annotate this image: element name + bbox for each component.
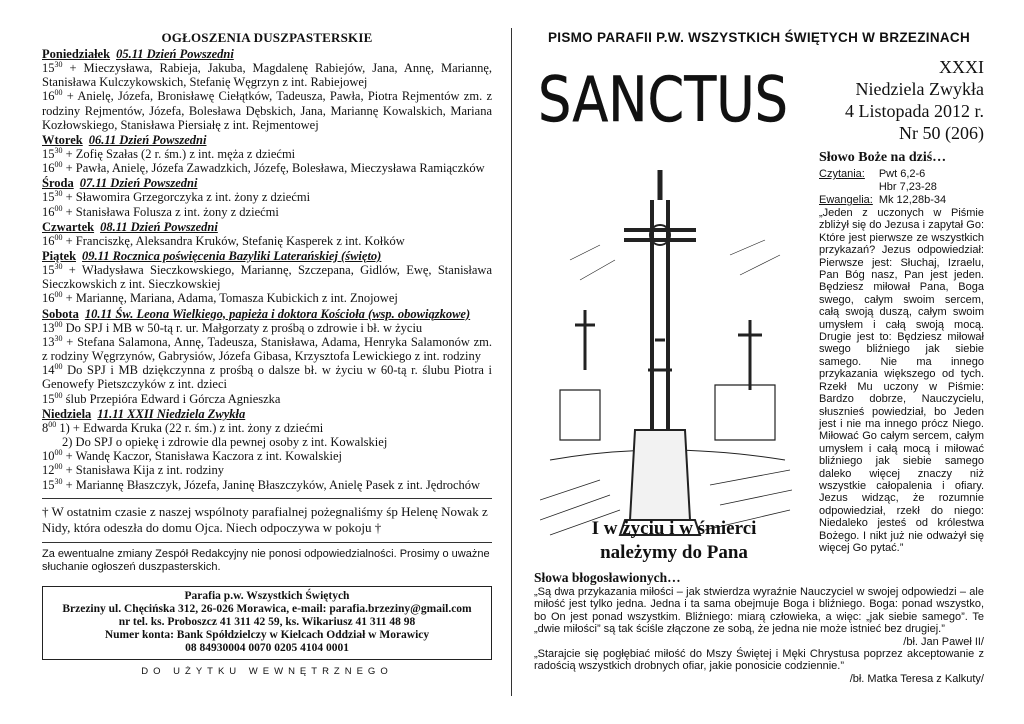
mass-minutes: 00 — [54, 390, 63, 400]
announcements-column — [42, 30, 492, 677]
mass-intention — [42, 363, 492, 391]
day-heading — [42, 407, 492, 421]
mass-minutes: 30 — [54, 261, 63, 271]
mass-hour: 14 — [42, 363, 55, 378]
day-description: 06.11 Dzień Powszedni — [88, 133, 207, 148]
day-name: Sobota — [42, 306, 79, 321]
intention-text: + Franciszkę, Aleksandra Kruków, Stefanię Kasperek z int. Kołków — [65, 233, 405, 248]
day-description: 08.11 Dzień Powszedni — [100, 219, 218, 234]
mass-hour: 10 — [42, 449, 55, 464]
mass-minutes: 30 — [54, 333, 63, 343]
mass-intention — [42, 435, 492, 449]
issue-roman: XXXI — [939, 57, 984, 77]
day-heading — [42, 249, 492, 263]
word-of-god-section — [819, 150, 984, 554]
mass-intention — [42, 263, 492, 291]
mass-minutes: 00 — [54, 203, 63, 213]
mass-hour: 15 — [42, 477, 55, 492]
mass-hour: 15 — [42, 61, 55, 75]
schedule — [42, 47, 492, 492]
bank-account: 08 84930004 0070 0205 4104 0001 — [185, 641, 349, 654]
mass-intention — [42, 321, 492, 335]
parish-phones: nr tel. ks. Proboszcz 41 311 42 59, ks. Wikariusz 41 311 48 98 — [118, 615, 416, 628]
day-name: Wtorek — [42, 133, 83, 148]
intention-text: 2) Do SPJ o opiekę i zdrowie dla pewnej osoby z int. Kowalskiej — [62, 435, 388, 450]
parish-address: Brzeziny ul. Chęcińska 312, 26-026 Morawica, e-mail: parafia.brzeziny@gmail.com — [62, 602, 472, 615]
intention-text: + Mieczysława, Rabieja, Jakuba, Magdalenę Rabiejów, Jana, Annę, Mariannę, Stanisława Kulczykowskich, Stefanię Węgrzyn z int. Rabiejowej — [42, 61, 493, 90]
reading-row — [819, 181, 946, 194]
mass-intention — [42, 291, 492, 305]
intention-text: 1) + Edwarda Kruka (22 r. śm.) z int. żony z dziećmi — [59, 420, 324, 435]
day-heading — [42, 133, 492, 147]
day-name: Piątek — [42, 249, 77, 264]
intention-text: + Stanisława Folusza z int. żony z dziećmi — [65, 204, 279, 219]
day-heading — [42, 307, 492, 321]
mass-hour: 16 — [42, 233, 55, 248]
obituary-note: † W ostatnim czasie z naszej wspólnoty parafialnej pożegnaliśmy śp Helenę Nowak z Nidy, która odeszła do domu Ojca. Niech odpoczywa w pokoju † — [42, 503, 488, 535]
announcements-title: OGŁOSZENIA DUSZPASTERSKIE — [161, 30, 373, 45]
reading-label: Ewangelia: — [819, 194, 873, 206]
column-divider — [511, 28, 512, 696]
mass-minutes: 30 — [54, 476, 63, 486]
day-name: Środa — [42, 176, 74, 191]
mass-hour: 12 — [42, 463, 55, 478]
intention-text: + Anielę, Józefa, Bronisławę Ciełątków, Tadeusza, Pawła, Piotra Rejmentów zm. z rodziny Rejmentów, Józefa, Bolesława Dębskich, Jana, Mariannę Kowalskich, Mariana Kozłowskiego, Stanisława Piersiałę z int. Rejmentowej — [42, 89, 492, 132]
day-description: 09.11 Rocznica poświęcenia Bazyliki Laterańskiej (święto) — [82, 249, 382, 264]
mass-intention — [42, 89, 492, 132]
day-name: Czwartek — [42, 219, 95, 234]
reading-reference: Hbr 7,23-28 — [878, 181, 937, 193]
intention-text: + Mariannę Błaszczyk, Józefa, Janinę Błaszczyków, Anielę Pasek z int. Jędrochów — [65, 477, 481, 492]
mass-intention — [42, 335, 492, 363]
mass-intention — [42, 61, 492, 89]
reading-row — [819, 194, 946, 207]
day-description: 10.11 Św. Leona Wielkiego, papieża i doktora Kościoła (wsp. obowiązkowe) — [84, 306, 471, 321]
mass-minutes: 00 — [54, 362, 63, 372]
issue-number: Nr 50 (206) — [899, 123, 984, 143]
mass-minutes: 00 — [54, 88, 63, 98]
mass-intention — [42, 421, 492, 435]
mass-minutes: 00 — [54, 319, 63, 329]
logo-text: SANCTUS — [538, 63, 788, 135]
intention-text: + Zofię Szałas (2 r. śm.) z int. męża z dziećmi — [65, 147, 296, 162]
intention-text: Do SPJ i MB w 50-tą r. ur. Małgorzaty z prośbą o zdrowie i bł. w życiu — [65, 320, 423, 335]
day-description: 11.11 XXII Niedziela Zwykła — [97, 406, 246, 421]
mass-hour: 15 — [42, 147, 55, 162]
mass-intention — [42, 234, 492, 248]
mass-hour: 16 — [42, 204, 55, 219]
disclaimer: Za ewentualne zmiany Zespół Redakcyjny nie ponosi odpowiedzialności. Prosimy o uważne słuchanie ogłoszeń duszpasterskich. — [42, 547, 490, 573]
reading-reference: Pwt 6,2-6 — [878, 168, 926, 180]
mass-hour: 16 — [42, 89, 55, 104]
day-name: Niedziela — [42, 406, 92, 421]
mass-minutes: 00 — [54, 232, 63, 242]
day-heading — [42, 176, 492, 190]
sanctus-logo — [534, 55, 796, 135]
intention-text: ślub Przepióra Edward i Górcza Agnieszka — [65, 391, 281, 406]
issue-sunday: Niedziela Zwykła — [855, 79, 984, 99]
intention-text: + Stanisława Kija z int. rodziny — [65, 463, 225, 478]
issue-info — [845, 56, 984, 144]
mass-intention — [42, 449, 492, 463]
issue-date: 4 Listopada 2012 r. — [845, 101, 984, 121]
mass-hour: 8 — [42, 420, 49, 435]
mass-minutes: 30 — [54, 59, 63, 69]
mass-hour: 13 — [42, 334, 55, 349]
issue-headline — [534, 517, 814, 565]
quote-1-author: /bł. Jan Paweł II/ — [903, 635, 984, 648]
divider-line — [42, 542, 492, 543]
blessed-words-title: Słowa błogosławionych… — [534, 570, 681, 585]
mass-intention — [42, 190, 492, 204]
day-description: 05.11 Dzień Powszedni — [116, 47, 234, 61]
mass-hour: 15 — [42, 190, 55, 205]
mass-minutes: 00 — [54, 448, 63, 458]
intention-text: + Stefana Salamona, Annę, Tadeusza, Stanisława, Adama, Henryka Salamonów zm. z rodziny Węgrzynów, Gabrysiów, Józefa Gibasa, Krzysztofa Lewickiego z int. rodziny — [42, 334, 493, 364]
mass-intention — [42, 205, 492, 219]
mass-hour: 16 — [42, 161, 55, 176]
headline-line-1: I w życiu i w śmierci — [591, 518, 757, 539]
mass-intention — [42, 161, 492, 175]
mass-hour: 13 — [42, 320, 55, 335]
blessed-words-section — [534, 570, 984, 685]
reading-label — [819, 181, 879, 194]
internal-use-label: DO UŻYTKU WEWNĘTRZNEGO — [141, 665, 393, 677]
mass-hour: 16 — [42, 291, 55, 306]
day-description: 07.11 Dzień Powszedni — [79, 176, 198, 191]
mass-minutes: 00 — [54, 462, 63, 472]
cemetery-cross-illustration — [540, 140, 792, 540]
readings-table — [819, 168, 946, 207]
gospel-text: „Jeden z uczonych w Piśmie zbliżył się do Jezusa i zapytał Go: Które jest pierwsze ze wszystkich przykazań? Jezus odpowiedział: Pierwsze jest: Słuchaj, Izraelu, Pan Bóg nasz, Pan jest jeden. Będziesz miłował Pana, Boga swego, całym swoim sercem, całą swoją duszą, całym swoim umysłem i całą swoją mocą. Drugie jest to: Będziesz miłował swego bliźniego jak siebie samego. Nie ma innego przykazania większego od tych. Rzekł Mu uczony w Piśmie: Bardzo dobrze, Nauczycielu, słusznieś powiedział, bo Jeden jest i nie ma innego prócz Niego. Miłować Go całym sercem, całym umysłem i całą mocą i miłować bliźniego jak siebie samego daleko więcej znaczy niż wszystkie całopalenia i ofiary. Jezus widząc, że rozumnie odpowiedział, rzekł do niego: Niedaleko jesteś od królestwa Bożego. I nikt już nie odważył się więcej Go pytać.” — [819, 207, 984, 554]
reading-row — [819, 168, 946, 181]
parish-name: Parafia p.w. Wszystkich Świętych — [184, 589, 350, 602]
mass-intention — [42, 463, 492, 477]
mass-intention — [42, 147, 492, 161]
mass-intention — [42, 478, 492, 492]
day-heading — [42, 220, 492, 234]
intention-text: Do SPJ i MB dziękczynna z prośbą o dalsze bł. w życiu w 60-tą r. ślubu Piotra i Genowefy Pietszczyków z int. dzieci — [42, 363, 493, 392]
bank-name: Numer konta: Bank Spółdzielczy w Kielcach Oddział w Morawicy — [104, 628, 430, 641]
reading-label: Czytania: — [819, 168, 865, 180]
newsletter-column — [534, 30, 984, 700]
intention-text: + Wandę Kaczor, Stanisława Kaczora z int. Kowalskiej — [65, 449, 343, 464]
intention-text: + Sławomira Grzegorczyka z int. żony z dziećmi — [65, 190, 311, 205]
mass-minutes: 00 — [54, 290, 63, 300]
contact-box — [42, 586, 492, 660]
intention-text: + Pawła, Anielę, Józefa Zawadzkich, Józefę, Bolesława, Mieczysława Ramiączków — [65, 161, 485, 176]
mass-minutes: 30 — [54, 189, 63, 199]
quote-2: „Starajcie się pogłębiać miłość do Mszy Świętej i Męki Chrystusa poprzez akceptowanie z radością wszystkich drobnych ofiar, jakie ponosicie codziennie.” — [534, 648, 984, 673]
mass-minutes: 30 — [54, 145, 63, 155]
mass-minutes: 00 — [54, 160, 63, 170]
headline-line-2: należymy do Pana — [600, 542, 748, 563]
intention-text: + Władysława Sieczkowskiego, Mariannę, Szczepana, Gidlów, Ewę, Stanisława Sieczkowskich z int. Sieczkowskiej — [42, 263, 492, 292]
day-name: Poniedziałek — [42, 47, 111, 61]
quote-1: „Są dwa przykazania miłości – jak stwierdza wyraźnie Nauczyciel w swojej odpowiedzi – ale miłość jest tylko jedna. Jedna i ta sama obejmuje Boga i bliźniego. Boga: ponad wszystko, bo On jest ponad wszystkim. Bliźniego: miarą człowieka, a więc: „jak siebie samego”. Te „dwie miłości” są tak ściśle złączone ze sobą, że jedna nie może istnieć bez drugiej.” — [534, 586, 984, 636]
intention-text: + Mariannę, Mariana, Adama, Tomasza Kubickich z int. Znojowej — [65, 291, 398, 306]
mass-hour: 15 — [42, 391, 55, 406]
divider-line — [42, 498, 492, 499]
quote-2-author: /bł. Matka Teresa z Kalkuty/ — [849, 672, 984, 685]
newsletter-header: PISMO PARAFII P.W. WSZYSTKICH ŚWIĘTYCH W BRZEZINACH — [547, 30, 971, 45]
mass-intention — [42, 392, 492, 406]
mass-hour: 15 — [42, 263, 55, 278]
word-of-god-title: Słowo Boże na dziś… — [819, 150, 947, 165]
mass-minutes: 00 — [48, 419, 57, 429]
reading-reference: Mk 12,28b-34 — [878, 194, 947, 206]
day-heading — [42, 47, 492, 61]
